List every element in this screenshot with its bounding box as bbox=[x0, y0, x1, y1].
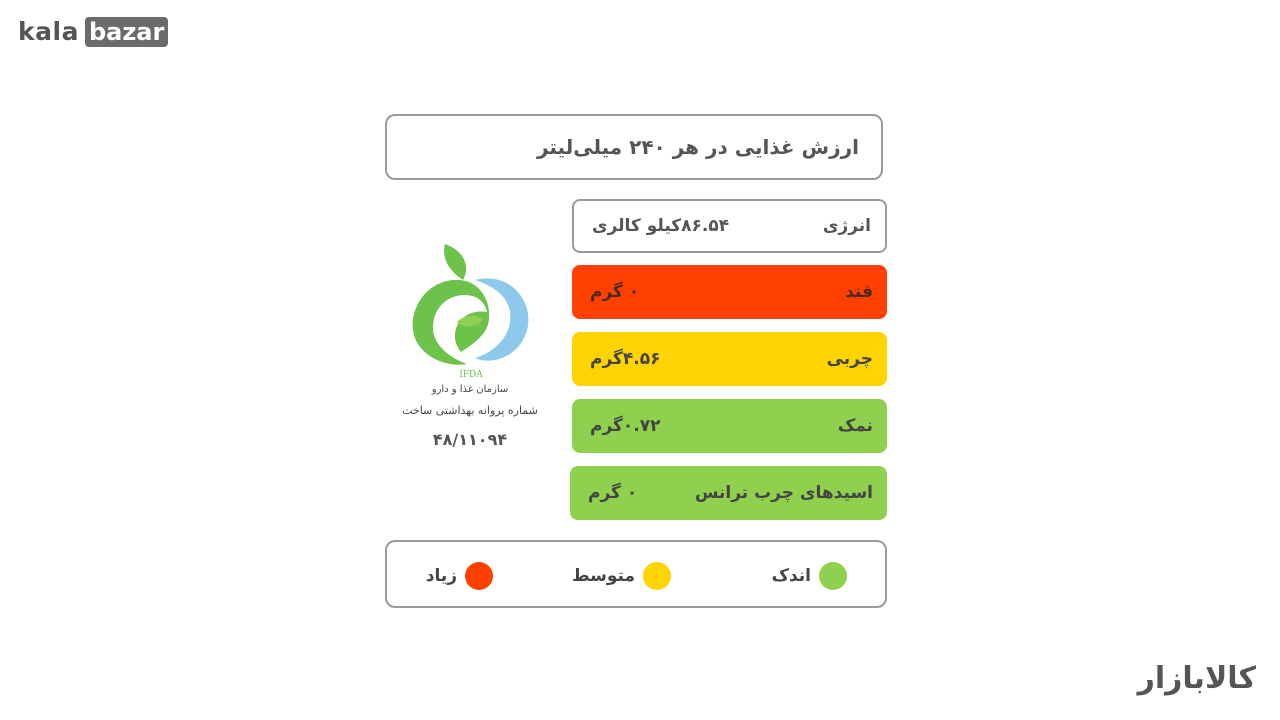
legend-label-medium: متوسط bbox=[571, 566, 635, 586]
nutrient-label: اسیدهای چرب ترانس bbox=[694, 483, 873, 503]
nutrient-value: ۸۶.۵۴کیلو کالری bbox=[592, 216, 730, 236]
nutrient-value: ۰.۷۲گرم bbox=[590, 416, 661, 436]
ifda-leaf-logo-icon bbox=[405, 240, 535, 380]
level-legend bbox=[385, 540, 887, 608]
nutrient-label: چربی bbox=[826, 349, 873, 369]
brand-kala-text: kala bbox=[18, 17, 79, 46]
kalabazar-persian-logo[interactable]: کالابازار bbox=[1137, 661, 1256, 696]
ifda-org-name: سازمان غذا و دارو bbox=[431, 384, 509, 395]
legend-item-high bbox=[426, 562, 493, 590]
legend-dot-medium bbox=[643, 562, 671, 590]
nutrient-row-energy bbox=[572, 199, 887, 253]
legend-item-low bbox=[772, 562, 847, 590]
nutrient-label: انرژی bbox=[822, 216, 871, 236]
nutrition-title: ارزش غذایی در هر ۲۴۰ میلی‌لیتر bbox=[536, 135, 859, 159]
legend-dot-low bbox=[819, 562, 847, 590]
brand-bazar-text: bazar bbox=[85, 17, 168, 47]
nutrient-label: قند bbox=[845, 282, 873, 302]
legend-label-high: زیاد bbox=[425, 566, 457, 586]
nutrient-row-sugar bbox=[572, 265, 887, 319]
nutrient-value: ۴.۵۶گرم bbox=[590, 349, 661, 369]
legend-dot-high bbox=[465, 562, 493, 590]
nutrient-row-salt bbox=[572, 399, 887, 453]
nutrition-title-box bbox=[385, 114, 883, 180]
nutrient-value: ۰ گرم bbox=[588, 483, 638, 503]
kalabazar-logo[interactable] bbox=[18, 17, 168, 47]
nutrient-row-trans-fat bbox=[570, 466, 887, 520]
nutrient-value: ۰ گرم bbox=[590, 282, 640, 302]
legend-label-low: اندک bbox=[771, 566, 811, 586]
legend-item-medium bbox=[572, 562, 671, 590]
ifda-license-label: شماره پروانه بهداشتی ساخت bbox=[402, 404, 538, 417]
ifda-license-number: ۴۸/۱۱۰۹۴ bbox=[432, 430, 508, 449]
nutrient-label: نمک bbox=[837, 416, 873, 436]
nutrient-row-fat bbox=[572, 332, 887, 386]
ifda-logo-text: IFDA bbox=[459, 370, 483, 380]
